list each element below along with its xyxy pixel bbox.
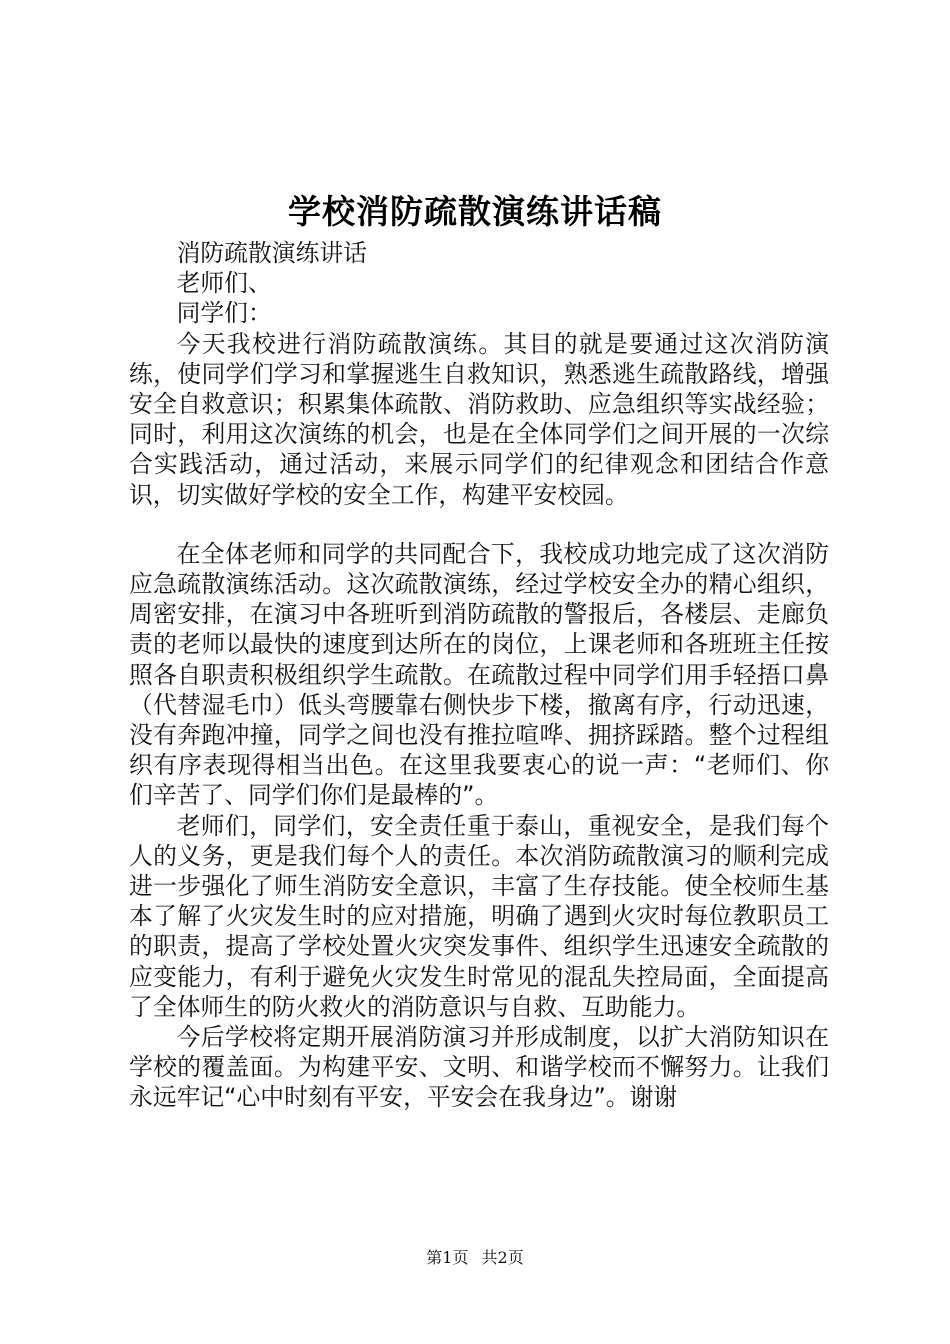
salutation-students: 同学们： xyxy=(176,299,272,328)
page-footer xyxy=(0,1245,950,1268)
document-title: 学校消防疏散演练讲话稿 xyxy=(288,192,662,231)
paragraph-1: 今天我校进行消防疏散演练。其目的就是要通过这次消防演练，使同学们学习和掌握逃生自救知识，熟悉逃生疏散路线，增强安全自救意识；积累集体疏散、消防救助、应急组织等实战经验；同时，利用这次演练的机会，也是在全体同学们之间开展的一次综合实践活动，通过活动，来展示同学们的纪律观念和团结合作意识，切实做好学校的安全工作，构建平安校园。 xyxy=(129,329,829,509)
salutation-teachers: 老师们、 xyxy=(176,269,272,298)
paragraph-gap xyxy=(129,510,829,539)
paragraph-4: 今后学校将定期开展消防演习并形成制度，以扩大消防知识在学校的覆盖面。为构建平安、文明、和谐学校而不懈努力。让我们永远牢记“心中时刻有平安，平安会在我身边”。谢谢 xyxy=(129,1023,829,1112)
paragraph-2: 在全体老师和同学的共同配合下，我校成功地完成了这次消防应急疏散演练活动。这次疏散演练，经过学校安全办的精心组织，周密安排，在演习中各班听到消防疏散的警报后，各楼层、走廊负责的老师以最快的速度到达所在的岗位，上课老师和各班班主任按照各自职责积极组织学生疏散。在疏散过程中同学们用手轻捂口鼻（代替湿毛巾）低头弯腰靠右侧快步下楼，撤离有序，行动迅速，没有奔跑冲撞，同学之间也没有推拉喧哗、拥挤踩踏。整个过程组织有序表现得相当出色。在这里我要衷心的说一声：“老师们、你们辛苦了、同学们你们是最棒的”。 xyxy=(129,539,829,810)
page-number: 第1页 xyxy=(426,1248,469,1267)
page-total: 共2页 xyxy=(481,1248,524,1267)
speech-subtitle: 消防疏散演练讲话 xyxy=(176,239,367,267)
document-body xyxy=(129,238,829,1113)
paragraph-3: 老师们，同学们，安全责任重于泰山，重视安全，是我们每个人的义务，更是我们每个人的责任。本次消防疏散演习的顺利完成进一步强化了师生消防安全意识，丰富了生存技能。使全校师生基本了解了火灾发生时的应对措施，明确了遇到火灾时每位教职员工的职责，提高了学校处置火灾突发事件、组织学生迅速安全疏散的应变能力，有利于避免火灾发生时常见的混乱失控局面，全面提高了全体师生的防火救火的消防意识与自救、互助能力。 xyxy=(129,811,829,1021)
